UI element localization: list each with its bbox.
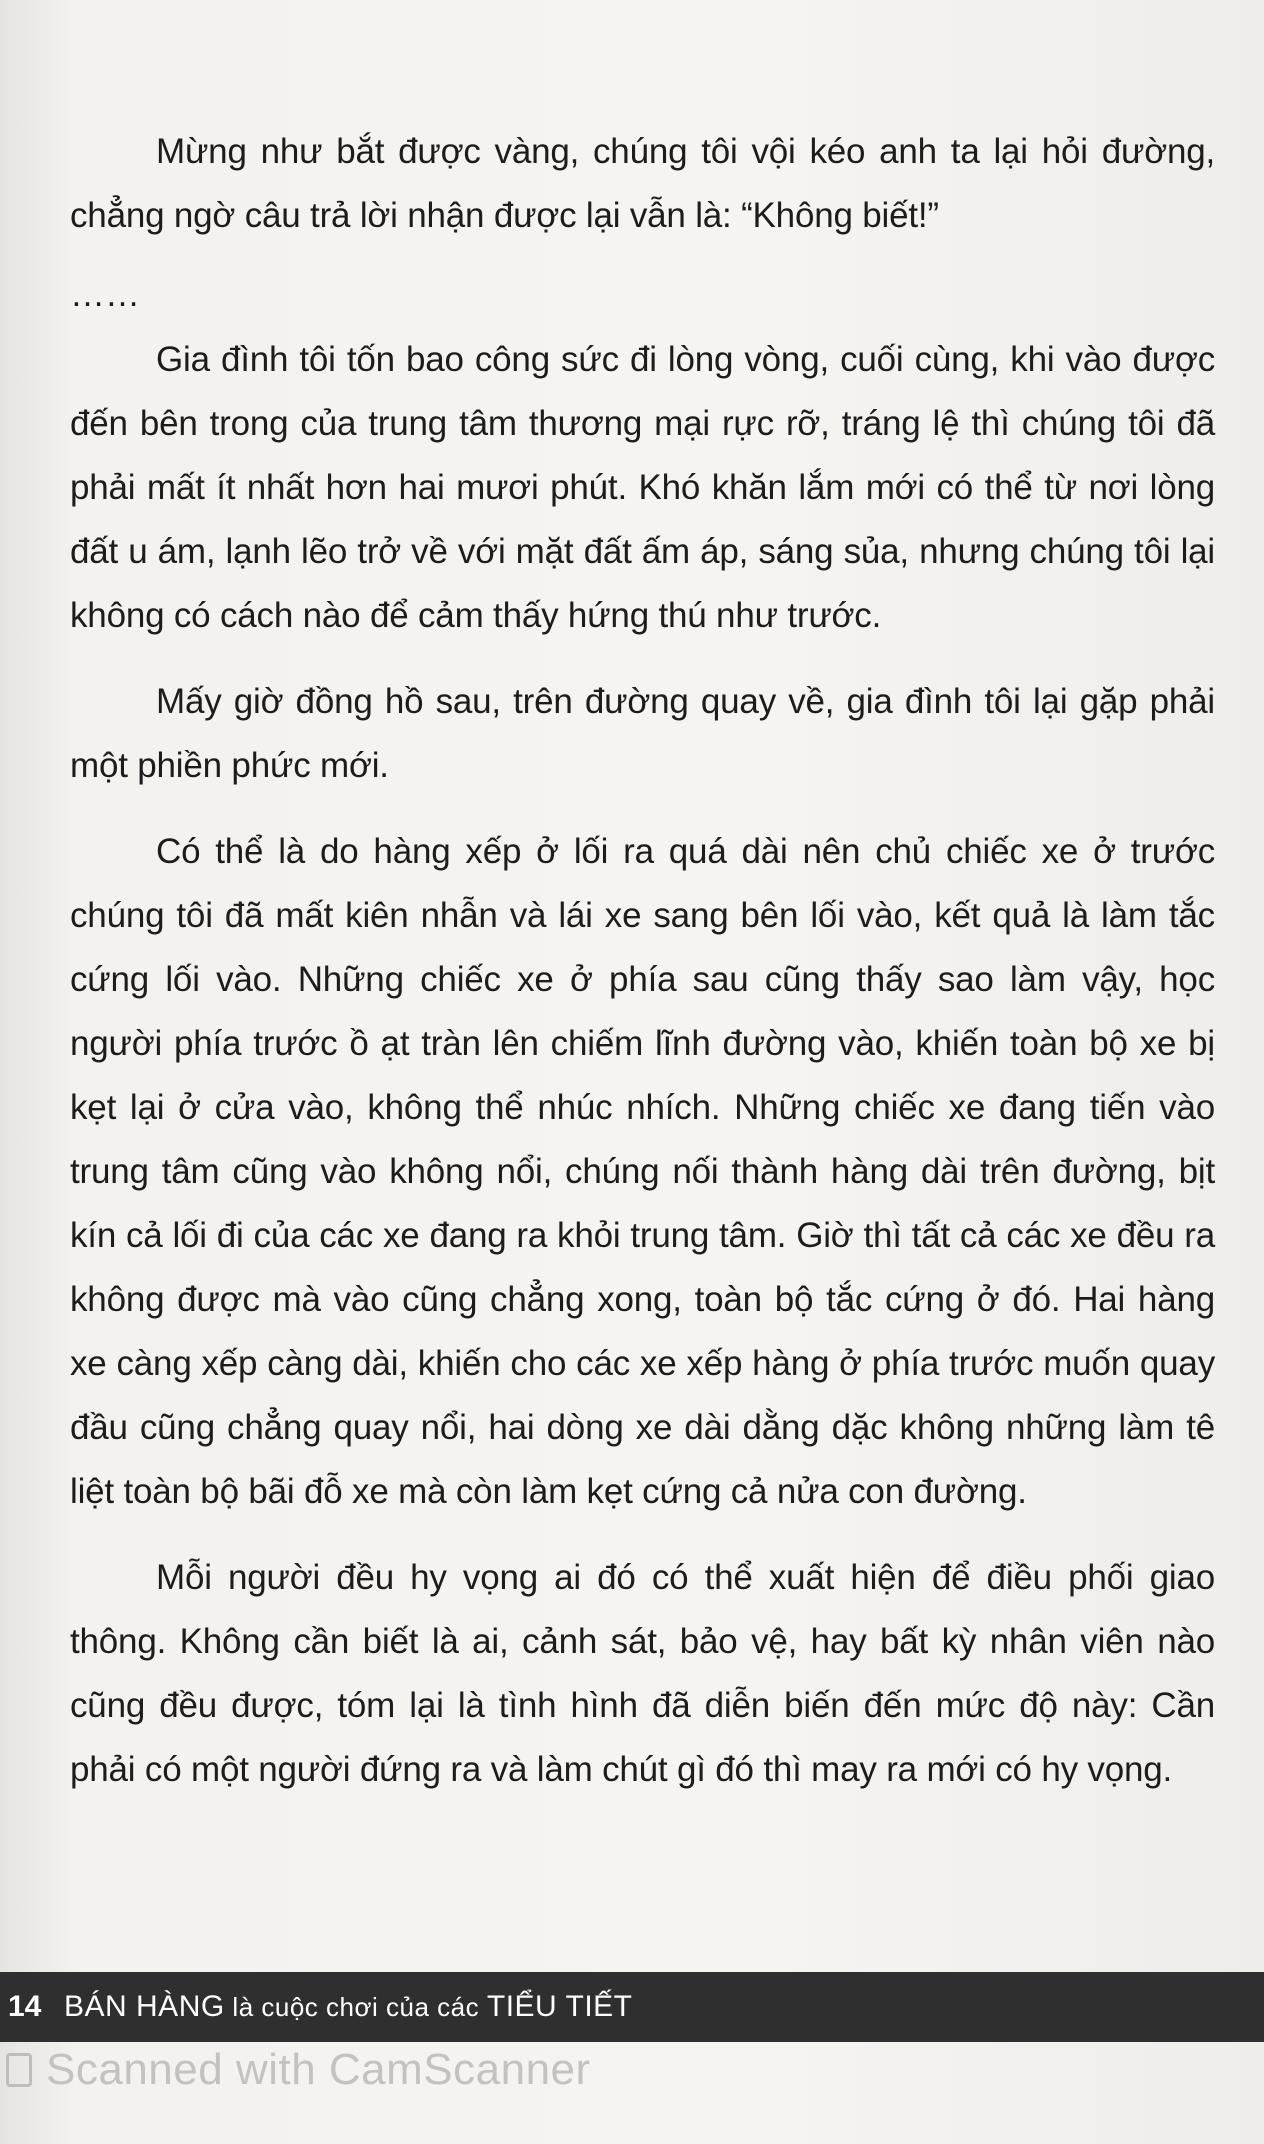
ellipsis: …… xyxy=(70,275,140,314)
paragraph-4: Có thể là do hàng xếp ở lối ra quá dài nên chủ chiếc xe ở trước chúng tôi đã mất kiên nhẫn và lái xe sang bên lối vào, kết quả là làm tắc cứng lối vào. Những chiếc xe ở phía sau cũng thấy sao làm vậy, học người phía trước ồ ạt tràn lên chiếm lĩnh đường vào, khiến toàn bộ xe bị kẹt lại ở cửa vào, không thể nhúc nhích. Những chiếc xe đang tiến vào trung tâm cũng vào không nổi, chúng nối thành hàng dài trên đường, bịt kín cả lối đi của các xe đang ra khỏi trung tâm. Giờ thì tất cả các xe đều ra không được mà vào cũng chẳng xong, toàn bộ tắc cứng ở đó. Hai hàng xe càng xếp càng dài, khiến cho các xe xếp hàng ở phía trước muốn quay đầu cũng chẳng quay nổi, hai dòng xe dài dằng dặc không những làm tê liệt toàn bộ bãi đỗ xe mà còn làm kẹt cứng cả nửa con đường. xyxy=(70,832,1215,1511)
body-text xyxy=(70,120,1215,1824)
scanner-watermark xyxy=(0,2040,1264,2100)
camscanner-icon xyxy=(6,2053,32,2087)
running-title xyxy=(64,1990,633,2024)
page-number: 14 xyxy=(8,1990,42,2023)
paragraph-1: Mừng như bắt được vàng, chúng tôi vội kéo anh ta lại hỏi đường, chẳng ngờ câu trả lời nhận được lại vẫn là: “Không biết!” xyxy=(70,132,1215,235)
paragraph-5: Mỗi người đều hy vọng ai đó có thể xuất hiện để điều phối giao thông. Không cần biết là ai, cảnh sát, bảo vệ, hay bất kỳ nhân viên nào cũng đều được, tóm lại là tình hình đã diễn biến đến mức độ này: Cần phải có một người đứng ra và làm chút gì đó thì may ra mới có hy vọng. xyxy=(70,1558,1215,1789)
running-title-part1: BÁN HÀNG xyxy=(64,1990,225,2023)
paragraph-3: Mấy giờ đồng hồ sau, trên đường quay về, gia đình tôi lại gặp phải một phiền phức mới. xyxy=(70,682,1215,785)
running-title-part3: TIỂU TIẾT xyxy=(486,1990,633,2023)
watermark-text: Scanned with CamScanner xyxy=(46,2045,591,2094)
page-footer xyxy=(0,1972,1264,2042)
paragraph-2: Gia đình tôi tốn bao công sức đi lòng vòng, cuối cùng, khi vào được đến bên trong của trung tâm thương mại rực rỡ, tráng lệ thì chúng tôi đã phải mất ít nhất hơn hai mươi phút. Khó khăn lắm mới có thể từ nơi lòng đất u ám, lạnh lẽo trở về với mặt đất ấm áp, sáng sủa, nhưng chúng tôi lại không có cách nào để cảm thấy hứng thú như trước. xyxy=(70,340,1215,635)
running-title-part2: là cuộc chơi của các xyxy=(224,1992,487,2022)
